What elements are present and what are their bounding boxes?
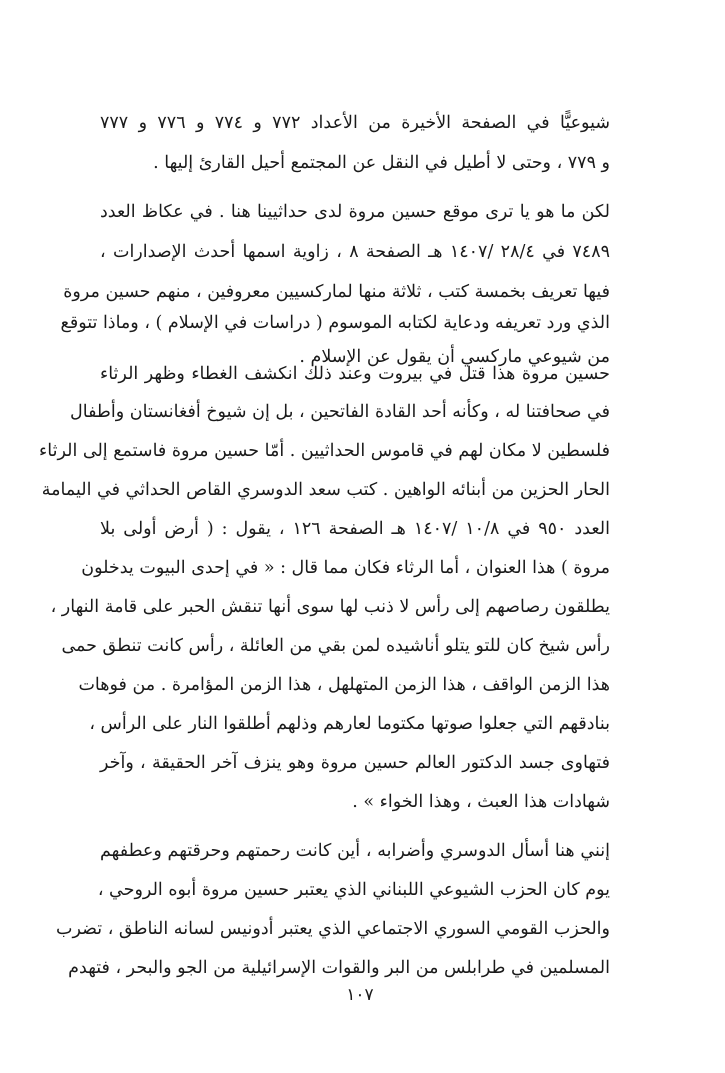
text-line: والحزب القومي السوري الاجتماعي الذي يعتبر أدونيس لسانه الناطق ، تضرب [55,919,610,939]
text-line: من شيوعي ماركسي أن يقول عن الإسلام . [299,347,610,367]
text-line: شهادات هذا العبث ، وهذا الخواء » . [352,792,610,812]
text-line: هذا الزمن الواقف ، هذا الزمن المتهلهل ، هذا الزمن المؤامرة . من فوهات [78,675,610,695]
text-line: لكن ما هو يا ترى موقع حسين مروة لدى حداثيينا هنا . في عكاظ العدد [100,202,610,222]
text-line: و ٧٧٩ ، وحتى لا أطيل في النقل عن المجتمع أحيل القارئ إليها . [153,153,610,173]
text-line: يوم كان الحزب الشيوعي اللبناني الذي يعتبر حسين مروة أبوه الروحي ، [97,880,610,900]
text-line: فتهاوى جسد الدكتور العالم حسين مروة وهو ينزف آخر الحقيقة ، وآخر [100,753,610,773]
text-line: العدد ٩٥٠ في ١٠/٨ /١٤٠٧ هـ الصفحة ١٢٦ ، يقول : ( أرض أولى بلا [100,519,610,539]
text-line: فلسطين لا مكان لهم في قاموس الحداثيين . أمّا حسين مروة فاستمع إلى الرثاء [39,441,610,461]
text-line: مروة ) هذا العنوان ، أما الرثاء فكان مما قال : « في إحدى البيوت يدخلون [81,558,610,578]
text-line: بنادقهم التي جعلوا صوتها مكتوما لعارهم وذلهم أطلقوا النار على الرأس ، [89,714,610,734]
text-line: المسلمين في طرابلس من البر والقوات الإسرائيلية من الجو والبحر ، فتهدم [68,958,610,978]
text-line: يطلقون رصاصهم إلى رأس لا ذنب لها سوى أنها تنقش الحبر على قامة النهار ، [50,597,610,617]
page-number: ١٠٧ [346,985,374,1005]
text-line: إنني هنا أسأل الدوسري وأضرابه ، أين كانت رحمتهم وحرقتهم وعطفهم [100,841,610,861]
text-line: الذي ورد تعريفه ودعاية لكتابه الموسوم ( دراسات في الإسلام ) ، وماذا تتوقع [60,313,610,333]
text-line: شيوعيًّا في الصفحة الأخيرة من الأعداد ٧٧٢ و ٧٧٤ و ٧٧٦ و ٧٧٧ [100,113,611,133]
text-line: الحار الحزين من أبنائه الواهين . كتب سعد الدوسري القاص الحداثي في اليمامة [41,480,610,500]
text-line: ٧٤٨٩ في ٢٨/٤ /١٤٠٧ هـ الصفحة ٨ ، زاوية اسمها أحدث الإصدارات ، [100,242,610,262]
text-line: فيها تعريف بخمسة كتب ، ثلاثة منها لماركسيين معروفين ، منهم حسين مروة [63,282,610,302]
text-line: رأس شيخ كان للتو يتلو أناشيده لمن بقي من العائلة ، رأس كانت تنطق حمى [61,636,610,656]
body-text [39,0,611,1073]
text-line: حسين مروة هذا قتل في بيروت وعند ذلك انكشف الغطاء وظهر الرثاء [100,364,610,384]
text-line: في صحافتنا له ، وكأنه أحد القادة الفاتحين ، بل إن شيوخ أفغانستان وأطفال [70,402,610,422]
